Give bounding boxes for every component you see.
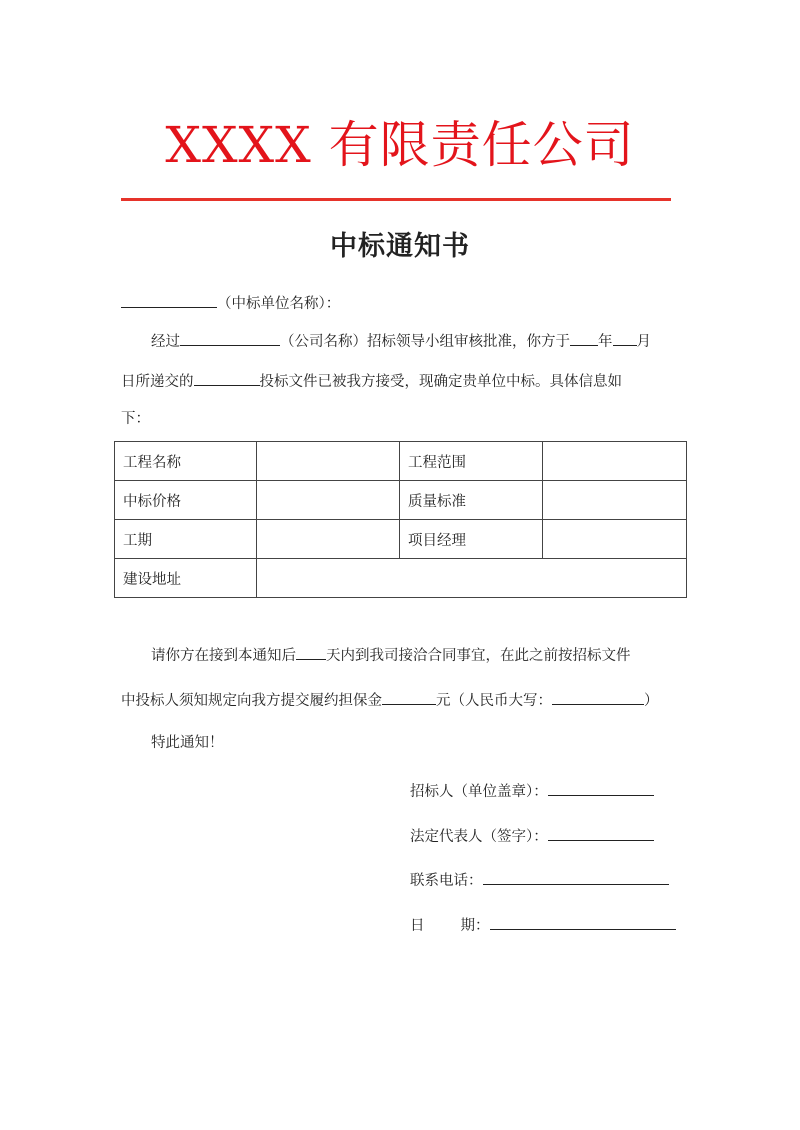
para1-line3: 下：	[121, 411, 150, 427]
document-title: 中标通知书	[330, 231, 470, 262]
header-red-rule	[121, 198, 671, 201]
amount-in-words-blank[interactable]	[552, 689, 644, 705]
days-blank[interactable]	[296, 644, 326, 660]
value-duration[interactable]	[257, 520, 400, 559]
date-line	[410, 914, 676, 936]
value-quality-standard[interactable]	[543, 481, 687, 520]
table-row	[115, 520, 687, 559]
value-project-scope[interactable]	[543, 442, 687, 481]
label-duration: 工期	[115, 520, 257, 559]
value-site-address[interactable]	[257, 559, 687, 598]
para2-text-5: ）	[644, 693, 659, 709]
notice-text: 特此通知！	[151, 735, 224, 751]
issuer-label: 招标人（单位盖章）：	[410, 784, 548, 800]
year-blank[interactable]	[570, 330, 598, 346]
para2-line1	[151, 644, 631, 666]
month-blank[interactable]	[613, 330, 637, 346]
legal-rep-signature-blank[interactable]	[548, 825, 654, 841]
guarantee-amount-blank[interactable]	[382, 689, 436, 705]
date-label-b: 期：	[460, 918, 490, 934]
para1-year-label: 年	[598, 334, 613, 350]
para2-line2	[121, 689, 659, 711]
date-label-a: 日	[410, 918, 425, 934]
para1-text-5: 日所递交的	[121, 374, 194, 390]
value-project-manager[interactable]	[543, 520, 687, 559]
company-name-blank[interactable]	[180, 330, 280, 346]
issuer-line	[410, 780, 654, 802]
para1-line2	[121, 370, 622, 392]
para2-text-2: 天内到我司接洽合同事宜，在此之前按招标文件	[326, 648, 631, 664]
label-quality-standard: 质量标准	[400, 481, 543, 520]
phone-blank[interactable]	[483, 869, 669, 885]
phone-line	[410, 869, 669, 891]
para2-text-4: 元（人民币大写：	[436, 693, 552, 709]
submission-date-blank[interactable]	[194, 370, 260, 386]
para1-month-label: 月	[636, 334, 651, 350]
table-row	[115, 481, 687, 520]
para2-text-1: 请你方在接到本通知后	[151, 648, 296, 664]
value-bid-price[interactable]	[257, 481, 400, 520]
issuer-seal-blank[interactable]	[548, 780, 654, 796]
label-project-name: 工程名称	[115, 442, 257, 481]
label-project-scope: 工程范围	[400, 442, 543, 481]
para1-line1	[151, 330, 651, 352]
label-project-manager: 项目经理	[400, 520, 543, 559]
para2-text-3: 中投标人须知规定向我方提交履约担保金	[121, 693, 382, 709]
table-row	[115, 442, 687, 481]
label-site-address: 建设地址	[115, 559, 257, 598]
para1-text-6: 投标文件已被我方接受，现确定贵单位中标。具体信息如	[259, 374, 622, 390]
salutation-text: （中标单位名称）：	[217, 296, 341, 312]
bid-info-table	[114, 441, 687, 598]
legal-rep-label: 法定代表人（签字）：	[410, 829, 548, 845]
para1-text-2: （公司名称）招标领导小组审核批准，你方于	[280, 334, 570, 350]
date-blank[interactable]	[490, 914, 676, 930]
legal-rep-line	[410, 825, 654, 847]
company-name: XXXX 有限责任公司	[165, 116, 635, 174]
phone-label: 联系电话：	[410, 873, 483, 889]
table-row	[115, 559, 687, 598]
label-bid-price: 中标价格	[115, 481, 257, 520]
winner-name-blank[interactable]	[121, 292, 217, 308]
value-project-name[interactable]	[257, 442, 400, 481]
salutation-line	[121, 292, 340, 314]
para1-text-1: 经过	[151, 334, 180, 350]
